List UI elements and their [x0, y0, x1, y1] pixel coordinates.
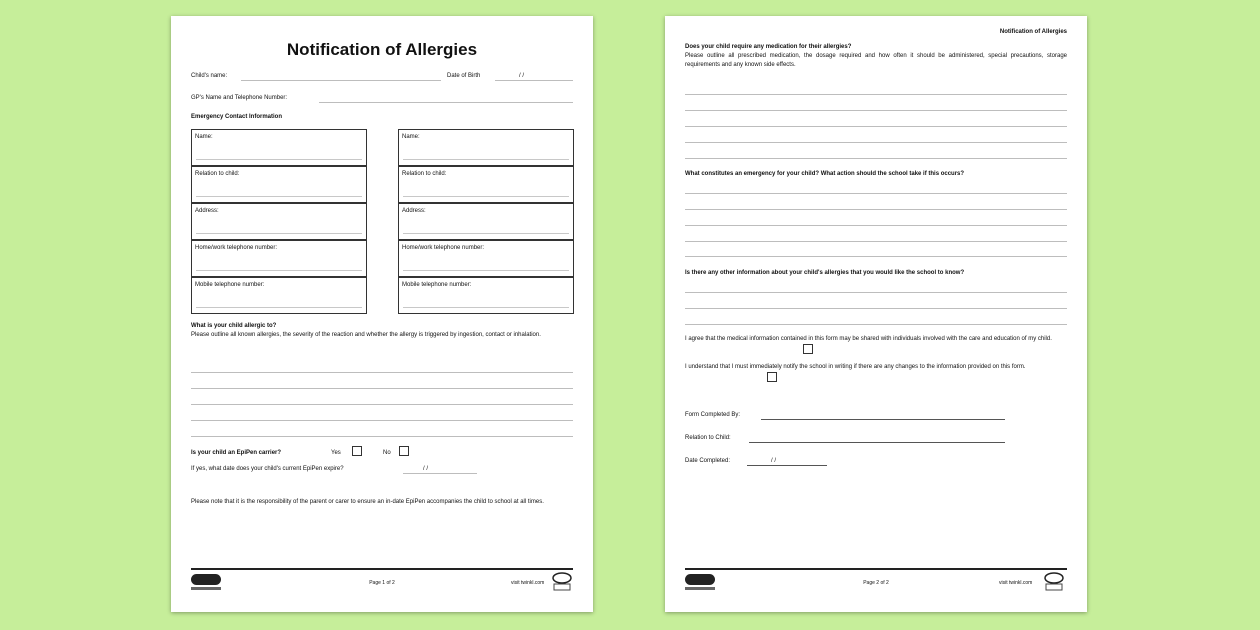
site-url: visit twinkl.com	[999, 580, 1033, 586]
field-label: Relation to child:	[195, 171, 240, 177]
contact1-homework-phone-box[interactable]	[191, 240, 367, 277]
contact1-address-box[interactable]	[191, 203, 367, 240]
page-number: Page 2 of 2	[863, 580, 889, 586]
date-completed-label: Date Completed:	[685, 458, 731, 464]
form-page-1	[171, 16, 593, 612]
allergic-instructions: Please outline all known allergies, the severity of the reaction and whether the allergy is triggered by ingestion, contact or inhalation.	[191, 332, 541, 338]
medication-heading: Does your child require any medication for their allergies?	[685, 44, 852, 50]
allergy-answer-line[interactable]	[191, 436, 573, 437]
allergy-answer-line[interactable]	[191, 404, 573, 405]
contact2-address-box[interactable]	[398, 203, 574, 240]
medication-answer-line[interactable]	[685, 126, 1067, 127]
contact1-relation-box[interactable]	[191, 166, 367, 203]
yes-checkbox[interactable]	[352, 446, 362, 456]
gp-field[interactable]	[319, 102, 573, 103]
expiry-date-field[interactable]	[403, 473, 477, 474]
yes-label: Yes	[331, 450, 341, 456]
medication-answer-line[interactable]	[685, 142, 1067, 143]
medication-answer-line[interactable]	[685, 94, 1067, 95]
completed-by-field[interactable]	[761, 419, 1005, 420]
allergic-heading: What is your child allergic to?	[191, 323, 277, 329]
understand-text: I understand that I must immediately notify the school in writing if there are any changes to the information provided on this form.	[685, 364, 1026, 370]
field-label: Mobile telephone number:	[195, 282, 265, 288]
allergy-answer-line[interactable]	[191, 388, 573, 389]
quality-badge-icon	[551, 572, 573, 592]
date-completed-slashes: / /	[771, 458, 777, 464]
other-info-answer-line[interactable]	[685, 308, 1067, 309]
form-title: Notification of Allergies	[286, 40, 478, 59]
agree-checkbox[interactable]	[803, 344, 813, 354]
childs-name-field[interactable]	[241, 80, 441, 81]
epipen-question: Is your child an EpiPen carrier?	[191, 450, 282, 456]
no-label: No	[383, 450, 391, 456]
field-label: Home/work telephone number:	[195, 245, 278, 251]
contact1-name-box[interactable]	[191, 129, 367, 166]
dob-field[interactable]	[495, 80, 573, 81]
field-label: Name:	[195, 134, 213, 140]
understand-checkbox[interactable]	[767, 372, 777, 382]
other-info-answer-line[interactable]	[685, 292, 1067, 293]
allergy-answer-line[interactable]	[191, 420, 573, 421]
relation-label: Relation to Child:	[685, 435, 731, 441]
emergency-answer-line[interactable]	[685, 193, 1067, 194]
date-completed-field[interactable]	[747, 465, 827, 466]
expiry-slashes: / /	[423, 466, 429, 472]
medication-instructions: Please outline all prescribed medication, the dosage required and how often it should be administered, special precautions, storage requirements and any known side effects.	[685, 53, 1067, 68]
contact2-homework-phone-box[interactable]	[398, 240, 574, 277]
field-label: Address:	[195, 208, 219, 214]
site-url: visit twinkl.com	[511, 580, 545, 586]
field-label: Name:	[402, 134, 420, 140]
expiry-question: If yes, what date does your child's current EpiPen expire?	[191, 466, 344, 472]
field-label: Relation to child:	[402, 171, 447, 177]
form-page-2	[665, 16, 1087, 612]
emergency-answer-line[interactable]	[685, 209, 1067, 210]
other-info-question: Is there any other information about your child's allergies that you would like the school to know?	[685, 270, 965, 276]
medication-answer-line[interactable]	[685, 110, 1067, 111]
epipen-note: Please note that it is the responsibility of the parent or carer to ensure an in-date EpiPen accompanies the child to school at all times.	[191, 499, 544, 505]
field-label: Mobile telephone number:	[402, 282, 472, 288]
relation-field[interactable]	[749, 442, 1005, 443]
footer-rule	[191, 568, 573, 570]
contact2-mobile-phone-box[interactable]	[398, 277, 574, 314]
gp-label: GP's Name and Telephone Number:	[191, 95, 288, 101]
field-label: Address:	[402, 208, 426, 214]
contact1-mobile-phone-box[interactable]	[191, 277, 367, 314]
dob-label: Date of Birth	[447, 73, 481, 79]
emergency-heading: Emergency Contact Information	[191, 114, 283, 120]
contact2-name-box[interactable]	[398, 129, 574, 166]
page-header: Notification of Allergies	[999, 29, 1067, 35]
childs-name-label: Child's name:	[191, 73, 228, 79]
allergy-answer-line[interactable]	[191, 372, 573, 373]
emergency-answer-line[interactable]	[685, 256, 1067, 257]
page-number: Page 1 of 2	[369, 580, 395, 586]
field-label: Home/work telephone number:	[402, 245, 485, 251]
other-info-answer-line[interactable]	[685, 324, 1067, 325]
emergency-answer-line[interactable]	[685, 225, 1067, 226]
medication-answer-line[interactable]	[685, 158, 1067, 159]
no-checkbox[interactable]	[399, 446, 409, 456]
agree-text: I agree that the medical information contained in this form may be shared with individuals involved with the care and education of my child.	[685, 336, 1052, 342]
completed-by-label: Form Completed By:	[685, 412, 741, 418]
emergency-answer-line[interactable]	[685, 241, 1067, 242]
contact2-relation-box[interactable]	[398, 166, 574, 203]
quality-badge-icon	[1043, 572, 1065, 592]
footer-rule	[685, 568, 1067, 570]
dob-slashes: / /	[519, 73, 525, 79]
emergency-question: What constitutes an emergency for your child? What action should the school take if this occurs?	[685, 171, 965, 177]
